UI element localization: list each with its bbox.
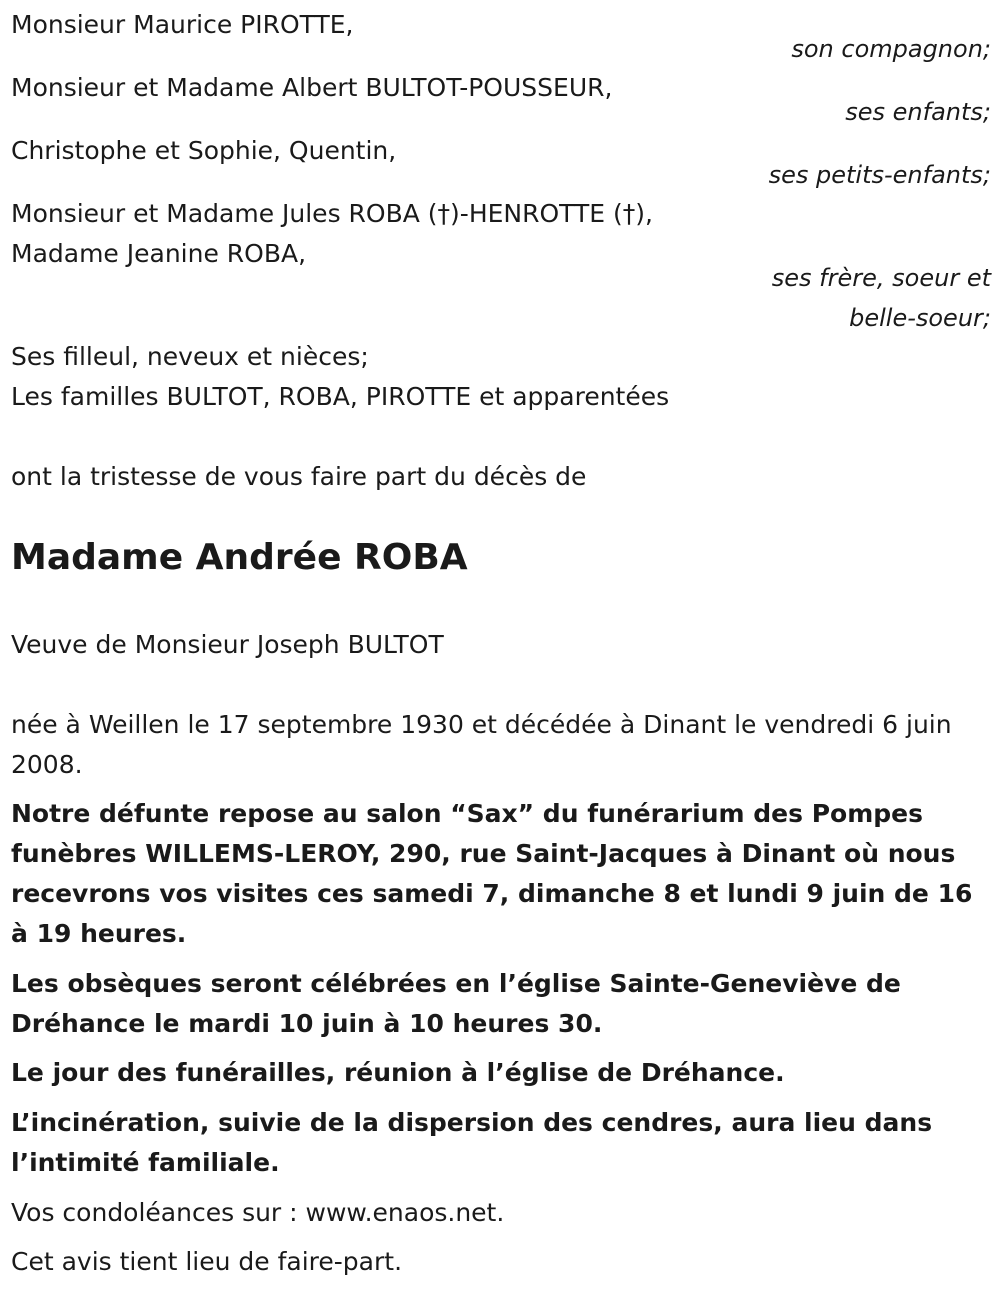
freres-role-line-1: ses frère, soeur et — [771, 264, 991, 292]
familles-line: Les familles BULTOT, ROBA, PIROTTE et apparentées — [11, 382, 670, 411]
announcement: ont la tristesse de vous faire part du décès de — [11, 462, 587, 491]
petits-enfants-name: Christophe et Sophie, Quentin, — [11, 136, 397, 165]
petits-enfants-role: ses petits-enfants; — [768, 161, 991, 189]
deceased-name: Madame Andrée ROBA — [11, 537, 468, 578]
compagnon-role: son compagnon; — [791, 35, 991, 63]
enfants-name: Monsieur et Madame Albert BULTOT-POUSSEUR, — [11, 73, 613, 102]
incineration-paragraph: L’incinération, suivie de la dispersion des cendres, aura lieu dans l’intimité familiale. — [11, 1108, 933, 1177]
reunion-paragraph: Le jour des funérailles, réunion à l’église de Dréhance. — [11, 1058, 785, 1087]
faire-part-line: Cet avis tient lieu de faire-part. — [11, 1247, 403, 1276]
enfants-role: ses enfants; — [845, 98, 991, 126]
widow-of: Veuve de Monsieur Joseph BULTOT — [11, 630, 444, 659]
freres-name-line-2: Madame Jeanine ROBA, — [11, 239, 307, 268]
birth-death: née à Weillen le 17 septembre 1930 et décédée à Dinant le vendredi 6 juin 2008. — [11, 710, 952, 779]
freres-name-line-1: Monsieur et Madame Jules ROBA (†)-HENROTTE (†), — [11, 199, 653, 228]
repose-paragraph: Notre défunte repose au salon “Sax” du funérarium des Pompes funèbres WILLEMS-LEROY, 290, rue Saint-Jacques à Dinant où nous recevrons vos visites ces samedi 7, dimanche 8 et lundi 9 juin de 16 à 19 heures. — [11, 799, 973, 948]
filleul-line: Ses filleul, neveux et nièces; — [11, 342, 369, 371]
condoleances-line: Vos condoléances sur : www.enaos.net. — [11, 1198, 505, 1227]
obseques-paragraph: Les obsèques seront célébrées en l’église Sainte-Geneviève de Dréhance le mardi 10 juin à 10 heures 30. — [11, 969, 901, 1038]
freres-role-line-2: belle-soeur; — [849, 304, 991, 332]
compagnon-name: Monsieur Maurice PIROTTE, — [11, 10, 354, 39]
